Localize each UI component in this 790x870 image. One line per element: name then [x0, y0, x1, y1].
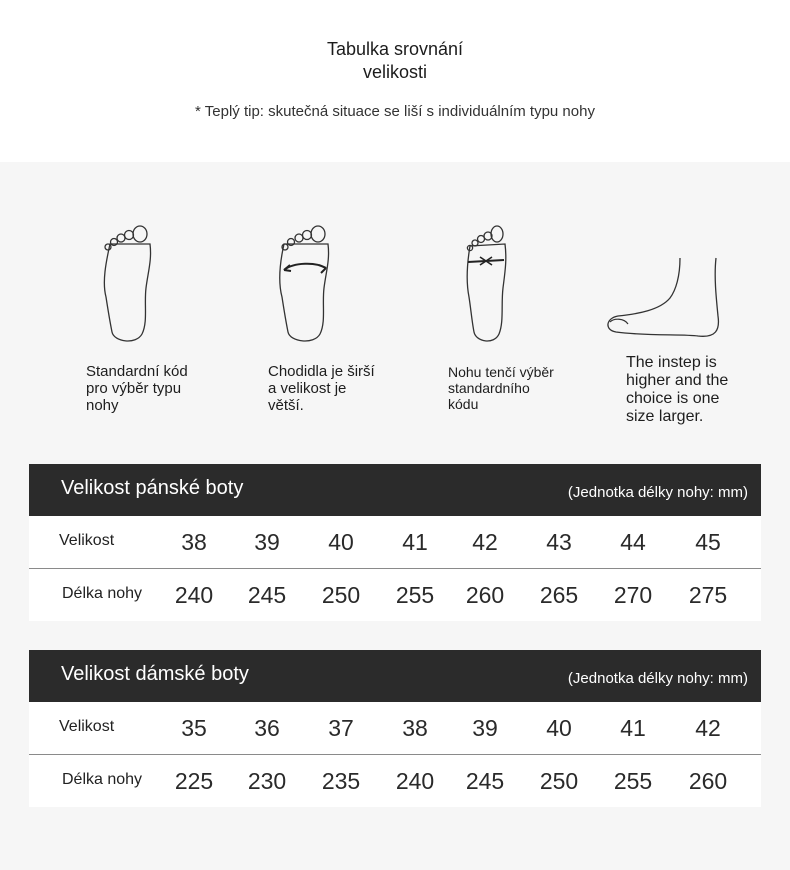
men-length-row	[29, 569, 761, 621]
women-length-cell: 230	[247, 768, 287, 794]
caption-standard: Standardní kód pro výběr typu nohy	[86, 363, 188, 414]
caption-wide: Chodidla je širší a velikost je větší.	[268, 363, 375, 414]
men-size-cell: 41	[402, 529, 428, 555]
men-size-table	[29, 464, 761, 621]
men-table-title: Velikost pánské boty	[61, 477, 244, 499]
narrow-foot-icon	[462, 222, 514, 347]
men-length-cell: 245	[247, 582, 287, 608]
men-size-cell: 45	[695, 529, 721, 555]
women-length-cell: 260	[688, 768, 728, 794]
men-size-cell: 39	[254, 529, 280, 555]
women-length-row	[29, 755, 761, 807]
women-size-table	[29, 650, 761, 807]
women-size-cell: 41	[620, 715, 646, 741]
women-table-unit: (Jednotka délky nohy: mm)	[567, 670, 748, 687]
women-table-header	[29, 650, 761, 702]
title-line-2: velikosti	[362, 62, 428, 82]
women-size-cell: 35	[181, 715, 207, 741]
women-size-row	[29, 702, 761, 755]
men-length-cell: 240	[174, 582, 214, 608]
men-size-cell: 43	[546, 529, 572, 555]
men-size-cell: 44	[620, 529, 646, 555]
page-title	[0, 38, 790, 84]
women-table-title: Velikost dámské boty	[61, 663, 249, 685]
women-size-label: Velikost	[59, 718, 115, 735]
caption-narrow: Nohu tenčí výběr standardního kódu	[448, 364, 554, 412]
men-size-cell: 40	[328, 529, 354, 555]
wide-foot-icon	[274, 222, 336, 347]
men-table-unit: (Jednotka délky nohy: mm)	[567, 484, 748, 501]
women-length-cell: 255	[613, 768, 653, 794]
women-size-cell: 38	[402, 715, 428, 741]
women-size-cell: 36	[254, 715, 280, 741]
standard-foot-icon	[98, 222, 158, 347]
men-size-label: Velikost	[59, 532, 115, 549]
women-size-cell: 39	[472, 715, 498, 741]
men-length-cell: 255	[395, 582, 435, 608]
title-line-1: Tabulka srovnání	[326, 39, 464, 59]
men-length-cell: 265	[539, 582, 579, 608]
men-size-row	[29, 516, 761, 569]
caption-high-instep: The instep is higher and the choice is one size larger.	[626, 354, 729, 425]
women-size-cell: 40	[546, 715, 572, 741]
women-length-cell: 245	[465, 768, 505, 794]
men-length-cell: 270	[613, 582, 653, 608]
men-length-label: Délka nohy	[62, 585, 143, 602]
tip-text: * Teplý tip: skutečná situace se liší s individuálním typu nohy	[195, 103, 595, 120]
women-size-cell: 42	[695, 715, 721, 741]
men-table-header	[29, 464, 761, 516]
men-size-cell: 38	[181, 529, 207, 555]
men-length-cell: 275	[688, 582, 728, 608]
women-length-cell: 235	[321, 768, 361, 794]
high-instep-foot-icon	[604, 256, 724, 340]
women-size-cell: 37	[328, 715, 354, 741]
women-length-label: Délka nohy	[62, 771, 143, 788]
women-length-cell: 225	[174, 768, 214, 794]
women-length-cell: 240	[395, 768, 435, 794]
men-length-cell: 250	[321, 582, 361, 608]
men-length-cell: 260	[465, 582, 505, 608]
men-size-cell: 42	[472, 529, 498, 555]
women-length-cell: 250	[539, 768, 579, 794]
